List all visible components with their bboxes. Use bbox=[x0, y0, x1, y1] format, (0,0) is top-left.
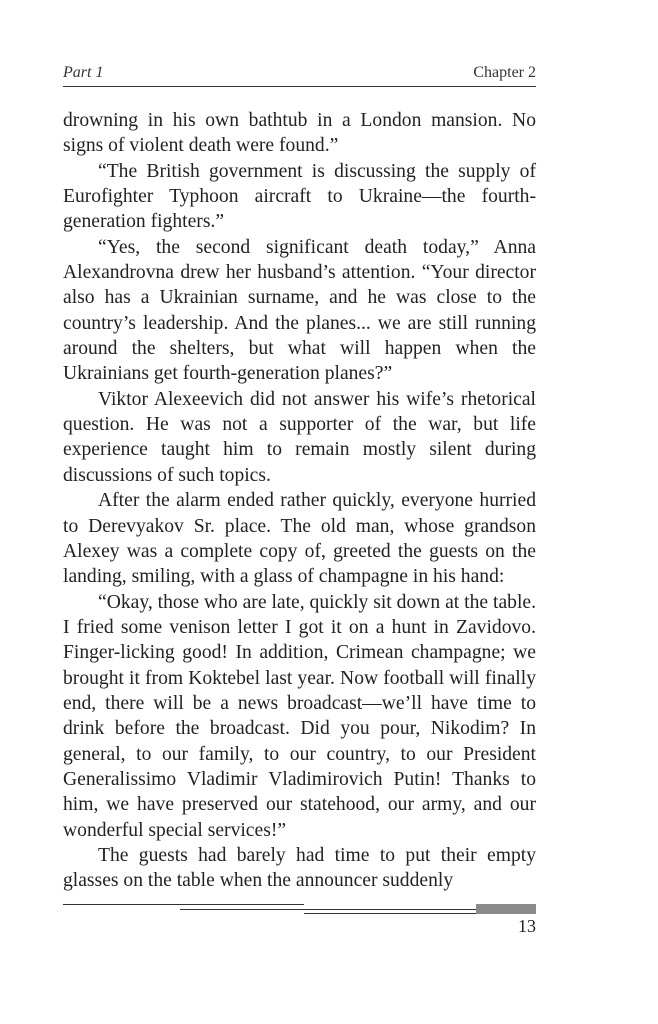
footer-ornament-block bbox=[476, 904, 536, 914]
paragraph-3: “Yes, the second significant death today,” Anna Alexandrovna drew her husband’s attention. “Your director also has a Ukrainian surname, and he was close to the country’s leadership. And the planes... we are still running around the shelters, but what will happen when the Ukrainians get fourth-generation planes?” bbox=[63, 236, 536, 385]
paragraph-7: The guests had barely had time to put their empty glasses on the table when the announcer suddenly bbox=[63, 844, 536, 892]
footer-rule bbox=[63, 904, 180, 905]
part-label: Part 1 bbox=[63, 64, 104, 81]
paragraph-4: Viktor Alexeevich did not answer his wife’s rhetorical question. He was not a supporter of the war, but life experience taught him to remain mostly silent during discussions of such topics. bbox=[63, 388, 536, 486]
running-header bbox=[63, 62, 536, 88]
paragraph-6: “Okay, those who are late, quickly sit down at the table. I fried some venison letter I got it on a hunt in Zavidovo. Finger-licking good! In addition, Crimean champagne; we brought it from Koktebel last year. Now football will finally end, there will be a news broadcast—we’ll have time to drink before the broadcast. Did you pour, Nikodim? In general, to our family, to our country, to our President Generalissimo Vladimir Vladimirovich Putin! Thanks to him, we have preserved our statehood, our army, and our wonderful special services!” bbox=[63, 591, 536, 841]
footer-rule bbox=[180, 904, 304, 905]
page-number: 13 bbox=[518, 916, 536, 936]
page-footer bbox=[63, 900, 536, 940]
footer-rule bbox=[304, 909, 476, 910]
paragraph-5: After the alarm ended rather quickly, everyone hurried to Derevyakov Sr. place. The old man, whose grandson Alexey was a complete copy of, greeted the guests on the landing, smiling, with a glass of champagne in his hand: bbox=[63, 490, 536, 588]
chapter-label: Chapter 2 bbox=[473, 64, 536, 81]
footer-rule bbox=[304, 913, 476, 914]
paragraph-2: “The British government is discussing the supply of Eurofighter Typhoon aircraft to Ukraine—the fourth-generation fighters.” bbox=[63, 160, 536, 233]
footer-rule bbox=[180, 909, 304, 910]
paragraph-1: drowning in his own bathtub in a London mansion. No signs of violent death were found.” bbox=[63, 110, 536, 157]
header-rule bbox=[63, 86, 536, 87]
body-text bbox=[63, 108, 536, 894]
